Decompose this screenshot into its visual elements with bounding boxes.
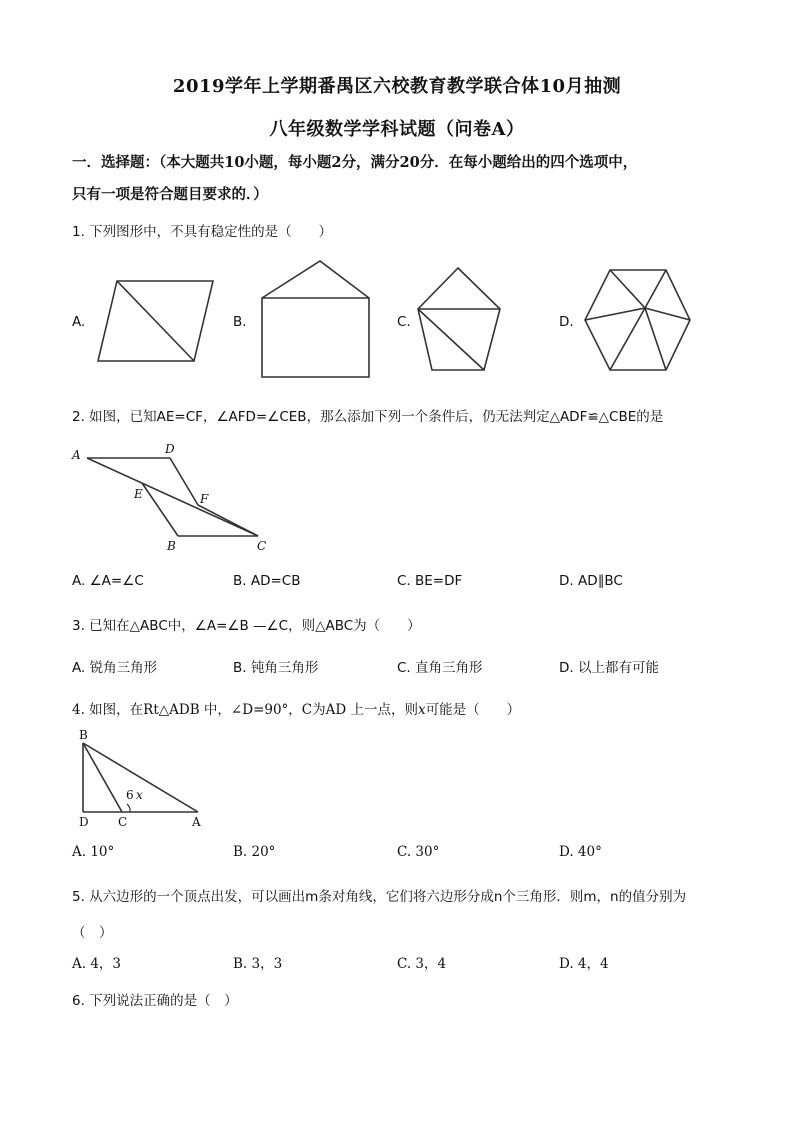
q4-label-x: x [136, 788, 143, 802]
q3-option-d: D. 以上都有可能 [559, 660, 659, 676]
question-1-stem: 1. 下列图形中，不具有稳定性的是（ ） [72, 224, 333, 240]
q5-option-a: A. 4，3 [72, 956, 122, 972]
q3-option-c: C. 直角三角形 [397, 660, 483, 676]
q4-label-c: C [118, 815, 128, 829]
q4-label-6: 6 [126, 788, 134, 802]
q2-option-d: D. AD∥BC [559, 573, 623, 589]
q4-option-a: A. 10° [72, 844, 115, 860]
q2-label-c: C [257, 539, 267, 553]
q2-label-b: B [167, 539, 176, 553]
q3-option-a: A. 锐角三角形 [72, 660, 158, 676]
q2-label-d: D [165, 442, 175, 456]
q4-label-a: A [192, 815, 201, 829]
section-instructions-line2: 只有一项是符合题目要求的．） [72, 186, 268, 203]
q2-label-e: E [134, 487, 143, 501]
q4-stem-post: 可能是（ ） [425, 702, 521, 718]
q2-option-c: C. BE=DF [397, 573, 463, 589]
question-5-stem-cont: （ ） [72, 925, 113, 941]
q4-option-b: B. 20° [233, 844, 276, 860]
q4-stem-pre: 4. 如图，在Rt△ADB 中，∠D=90°，C为AD 上一点，则 [72, 702, 418, 718]
question-5-stem: 5. 从六边形的一个顶点出发，可以画出m条对角线，它们将六边形分成n个三角形．则m，n的值分别为 [72, 889, 687, 905]
question-6-stem: 6. 下列说法正确的是（ ） [72, 993, 238, 1009]
q2-label-f: F [200, 492, 209, 506]
q1-option-a-label: A. [72, 314, 86, 330]
q5-option-d: D. 4，4 [559, 956, 609, 972]
exam-title: 2019学年上学期番禺区六校教育教学联合体10月抽测 [172, 76, 622, 97]
exam-subtitle: 八年级数学学科试题（问卷A） [269, 119, 525, 140]
q5-option-c: C. 3，4 [397, 956, 447, 972]
question-2-stem: 2. 如图，已知AE=CF，∠AFD=∠CEB，那么添加下列一个条件后，仍无法判定△ADF≌△CBE的是 [72, 409, 664, 425]
q2-label-a: A [72, 448, 81, 462]
q1-option-d-label: D. [559, 314, 574, 330]
q4-option-c: C. 30° [397, 844, 440, 860]
q5-option-b: B. 3，3 [233, 956, 283, 972]
q2-option-b: B. AD=CB [233, 573, 301, 589]
q4-label-d: D [79, 815, 89, 829]
q2-option-a: A. ∠A=∠C [72, 573, 144, 589]
q1-option-c-label: C. [397, 314, 411, 330]
q4-stem-var: x [418, 702, 426, 718]
q1-option-b-label: B. [233, 314, 247, 330]
q4-label-b: B [79, 728, 88, 742]
question-3-stem: 3. 已知在△ABC中，∠A=∠B —∠C，则△ABC为（ ） [72, 618, 421, 634]
q3-option-b: B. 钝角三角形 [233, 660, 319, 676]
q4-option-d: D. 40° [559, 844, 602, 860]
section-instructions-line1: 一．选择题：（本大题共10小题，每小题2分，满分20分．在每小题给出的四个选项中， [72, 154, 638, 171]
